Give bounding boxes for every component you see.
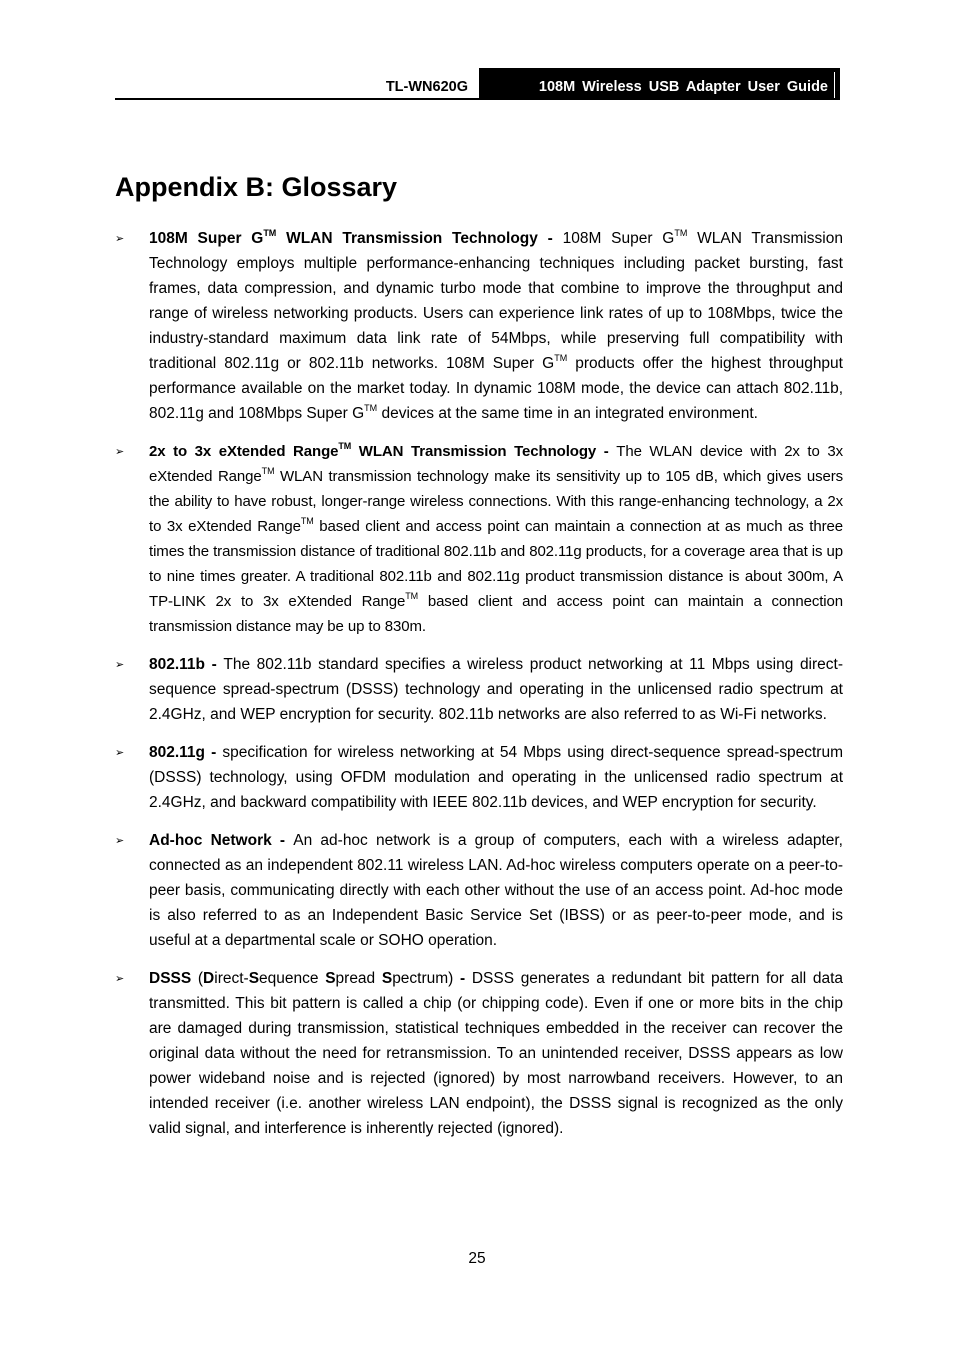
header-model: TL-WN620G — [385, 79, 468, 95]
page-number: 25 — [468, 1250, 486, 1267]
arrow-bullet-icon: ➢ — [115, 973, 125, 985]
glossary-term-expansion: (Direct-Sequence Spread Spectrum) - — [191, 970, 472, 987]
page-title: Appendix B: Glossary — [115, 172, 398, 202]
glossary-term: 108M Super G™ WLAN Transmission Technology - — [149, 228, 563, 247]
glossary-definition: specification for wireless networking at 54 Mbps using direct-sequence spread-spectrum (DSSS) technology, using OFDM modulation and operating in the unlicensed radio spectrum at 2.4GHz, and backward compatibility with IEEE 802.11b devices, and WEP encryption for security. — [149, 744, 843, 811]
arrow-bullet-icon: ➢ — [115, 747, 125, 759]
glossary-definition: 108M Super G™ WLAN Transmission Technology employs multiple performance-enhancing techniques including packet bursting, fast frames, data compression, and dynamic turbo mode that combine to improve the throughput and range of wireless networking products. Users can experience link rates of up to 108Mbps, twice the industry-standard maximum data link rate of 54Mbps, while preserving full compatibility with traditional 802.11g or 802.11b networks. 108M Super G™ products offer the highest throughput performance available on the market today. In dynamic 108M mode, the device can attach 802.11b, 802.11g and 108Mbps Super G™ devices at the same time in an integrated environment. — [149, 228, 843, 422]
arrow-bullet-icon: ➢ — [115, 659, 125, 671]
glossary-term: DSSS — [149, 970, 192, 987]
glossary-list — [115, 226, 843, 1154]
glossary-term: 802.11g - — [149, 744, 223, 761]
glossary-definition: The 802.11b standard specifies a wireless product networking at 11 Mbps using direct-sequence spread-spectrum (DSSS) technology and operating in the unlicensed radio spectrum at 2.4GHz, and WEP encryption for security. 802.11b networks are also referred to as Wi-Fi networks. — [149, 656, 844, 723]
glossary-definition: The WLAN device with 2x to 3x eXtended Range™ WLAN transmission technology make its sensitivity up to 105 dB, which gives users the ability to have robust, longer-range wireless connections. With this range-enhancing technology, a 2x to 3x eXtended Range™ based client and access point can maintain a connection at as much as three times the transmission distance of traditional 802.11b and 802.11g products, for a coverage area that is up to nine times greater. A traditional 802.11b and 802.11g product transmission distance is about 300m, A TP-LINK 2x to 3x eXtended Range™ based client and access point can maintain a connection transmission distance may be up to 830m. — [149, 443, 844, 635]
header-guide-box — [479, 68, 840, 98]
glossary-entry-80211g — [115, 740, 843, 815]
glossary-entry-80211b — [115, 652, 843, 727]
glossary-entry-108m-super-g — [115, 226, 843, 426]
page-header — [115, 68, 840, 100]
header-guide-title: 108M Wireless USB Adapter User Guide — [538, 79, 828, 95]
glossary-definition: DSSS generates a redundant bit pattern for all data transmitted. This bit pattern is called a chip (or chipping code). Even if one or more bits in the chip are damaged during transmission, statistical techniques embedded in the receiver can recover the original data without the need for retransmission. To an unintended receiver, DSSS appears as low power wideband noise and is rejected (ignored) by most narrowband receivers. However, to an intended receiver (i.e. another wireless LAN endpoint), the DSSS signal is recognized as the only valid signal, and interference is inherently rejected (ignored). — [149, 970, 844, 1137]
glossary-term: 802.11b - — [149, 656, 224, 673]
arrow-bullet-icon: ➢ — [115, 835, 125, 847]
glossary-entry-ad-hoc-network — [115, 828, 843, 953]
glossary-definition: An ad-hoc network is a group of computers, each with a wireless adapter, connected as an independent 802.11 wireless LAN. Ad-hoc wireless computers operate on a peer-to-peer basis, communicating directly with each other without the use of an access point. Ad-hoc mode is also referred to as an Independent Basic Service Set (IBSS) or as peer-to-peer mode, and is useful at a departmental scale or SOHO operation. — [149, 832, 843, 949]
glossary-term: Ad-hoc Network - — [149, 832, 294, 849]
glossary-entry-extended-range — [115, 439, 843, 639]
arrow-bullet-icon: ➢ — [115, 446, 125, 458]
glossary-entry-dsss — [115, 966, 843, 1141]
arrow-bullet-icon: ➢ — [115, 233, 125, 245]
glossary-term: 2x to 3x eXtended Range™ WLAN Transmission Technology - — [149, 441, 617, 460]
